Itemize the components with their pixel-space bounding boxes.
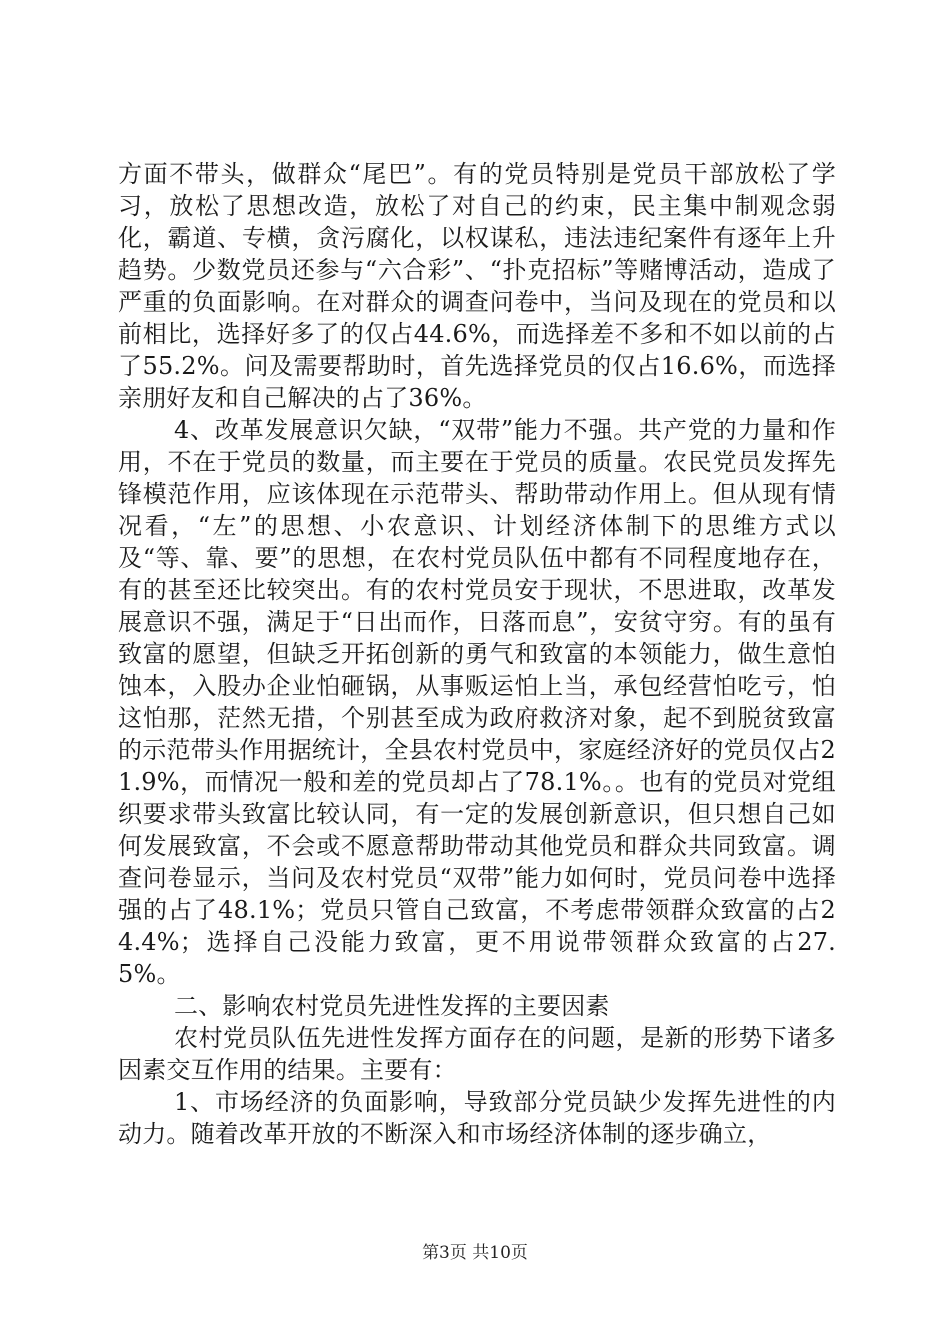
paragraph-intro: 农村党员队伍先进性发挥方面存在的问题，是新的形势下诸多因素交互作用的结果。主要有： xyxy=(118,1024,836,1084)
page-number-footer: 第3页 共10页 xyxy=(422,1243,528,1263)
section-heading: 二、影响农村党员先进性发挥的主要因素 xyxy=(174,992,610,1020)
paragraph-continued: 方面不带头，做群众“尾巴”。有的党员特别是党员干部放松了学习，放松了思想改造，放松了对自己的约束，民主集中制观念弱化，霸道、专横，贪污腐化，以权谋私，违法违纪案件有逐年上升趋势。少数党员还参与“六合彩”、“扑克招标”等赌博活动，造成了严重的负面影响。在对群众的调查问卷中，当问及现在的党员和以前相比，选择好多了的仅占44.6%，而选择差不多和不如以前的占了55.2%。问及需要帮助时，首先选择党员的仅占16.6%，而选择亲朋好友和自己解决的占了36%。 xyxy=(118,160,836,412)
paragraph-item-1: 1、市场经济的负面影响，导致部分党员缺少发挥先进性的内动力。随着改革开放的不断深入和市场经济体制的逐步确立， xyxy=(118,1088,836,1148)
document-body xyxy=(118,158,836,1150)
paragraph-section-4: 4、改革发展意识欠缺，“双带”能力不强。共产党的力量和作用，不在于党员的数量，而主要在于党员的质量。农民党员发挥先锋模范作用，应该体现在示范带头、帮助带动作用上。但从现有情况看，“左”的思想、小农意识、计划经济体制下的思维方式以及“等、靠、要”的思想，在农村党员队伍中都有不同程度地存在，有的甚至还比较突出。有的农村党员安于现状，不思进取，改革发展意识不强，满足于“日出而作，日落而息”，安贫守穷。有的虽有致富的愿望，但缺乏开拓创新的勇气和致富的本领能力，做生意怕蚀本，入股办企业怕砸锅，从事贩运怕上当，承包经营怕吃亏，怕这怕那，茫然无措，个别甚至成为政府救济对象，起不到脱贫致富的示范带头作用据统计，全县农村党员中，家庭经济好的党员仅占21.9%，而情况一般和差的党员却占了78.1%。。也有的党员对党组织要求带头致富比较认同，有一定的发展创新意识，但只想自己如何发展致富，不会或不愿意帮助带动其他党员和群众共同致富。调查问卷显示，当问及农村党员“双带”能力如何时，党员问卷中选择强的占了48.1%；党员只管自己致富，不考虑带领群众致富的占24.4%；选择自己没能力致富，更不用说带领群众致富的占27.5%。 xyxy=(118,416,836,988)
